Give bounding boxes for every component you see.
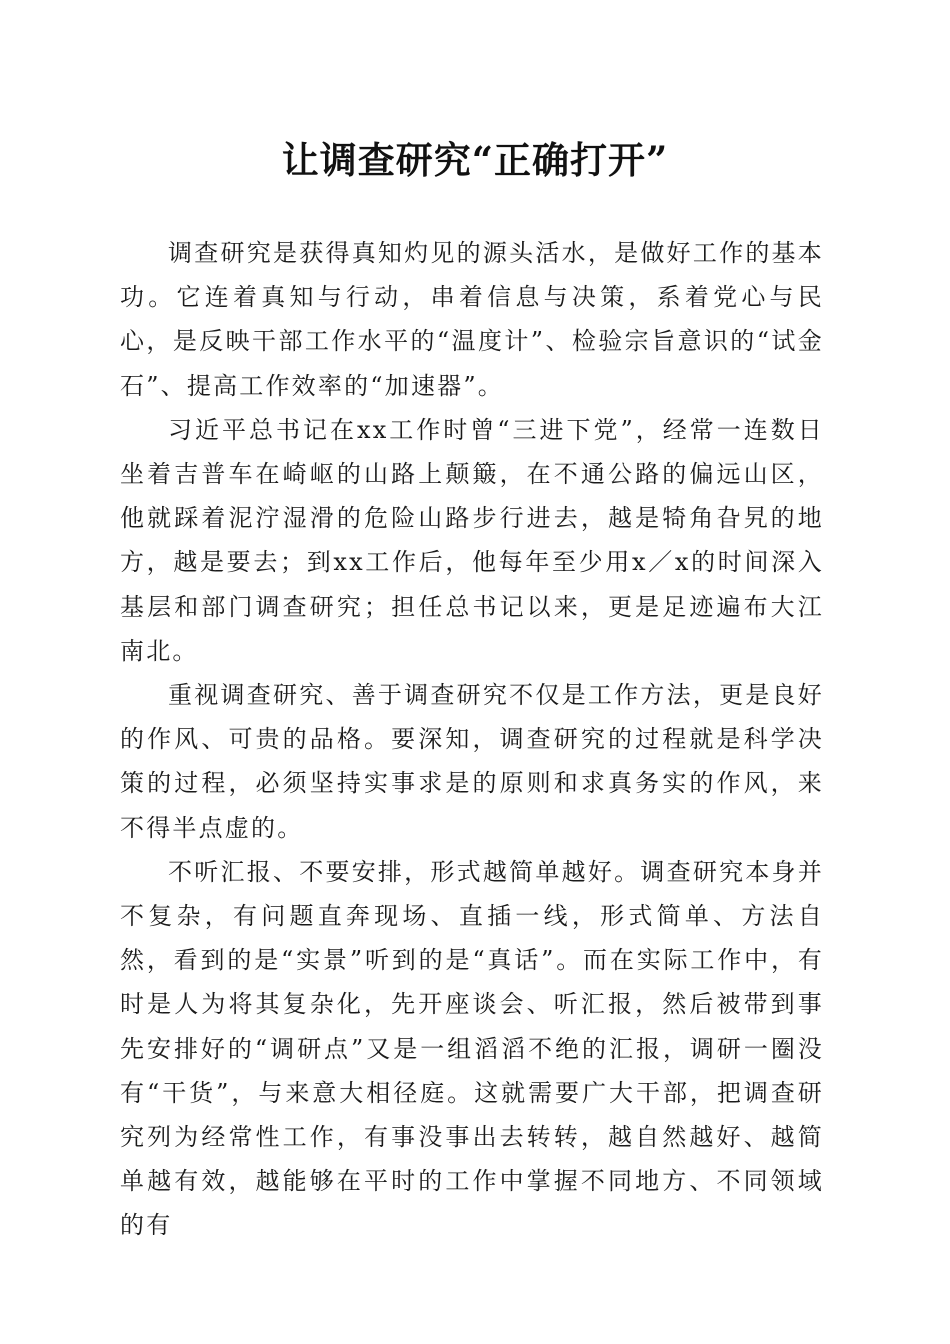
document-body <box>120 231 824 1248</box>
document-title: 让调查研究“正确打开” <box>281 138 669 182</box>
paragraph-3: 重视调查研究、善于调查研究不仅是工作方法，更是良好的作风、可贵的品格。要深知，调查研究的过程就是科学决策的过程，必须坚持实事求是的原则和求真务实的作风，来不得半点虚的。 <box>120 681 824 842</box>
paragraph-2: 习近平总书记在xx工作时曾“三进下党”，经常一连数日坐着吉普车在崎岖的山路上颠簸，在不通公路的偏远山区，他就踩着泥泞湿滑的危险山路步行进去，越是犄角旮旯的地方，越是要去；到xx工作后，他每年至少用x／x的时间深入基层和部门调查研究；担任总书记以来，更是足迹遍布大江南北。 <box>120 415 824 665</box>
paragraph-4: 不听汇报、不要安排，形式越简单越好。调查研究本身并不复杂，有问题直奔现场、直插一线，形式简单、方法自然，看到的是“实景”听到的是“真话”。而在实际工作中，有时是人为将其复杂化，先开座谈会、听汇报，然后被带到事先安排好的“调研点”又是一组滔滔不绝的汇报，调研一圈没有“干货”，与来意大相径庭。这就需要广大干部，把调查研究列为经常性工作，有事没事出去转转，越自然越好、越简单越有效，越能够在平时的工作中掌握不同地方、不同领域的有 <box>120 857 824 1240</box>
paragraph-1: 调查研究是获得真知灼见的源头活水，是做好工作的基本功。它连着真知与行动，串着信息与决策，系着党心与民心，是反映干部工作水平的“温度计”、检验宗旨意识的“试金石”、提高工作效率的“加速器”。 <box>120 239 824 400</box>
